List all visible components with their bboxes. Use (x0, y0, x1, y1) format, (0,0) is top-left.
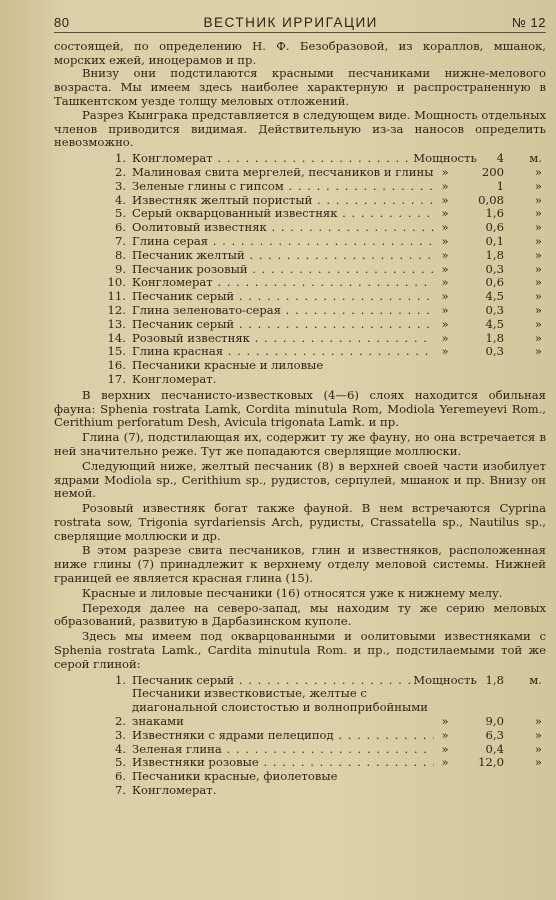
section-row (54, 152, 546, 166)
paragraph: В верхних песчанисто-известковых (4—6) слоях находится обильная фауна: Sphenia rostrata Lamk, Cordita minutula Rom, Modiola Yeremeyevi Rom., Cerithium perforatum Desh, Avicula trigonata Lamk. и пр. (54, 387, 546, 430)
running-header (54, 16, 546, 33)
row-layer-name: Песчаник желтый . . . (132, 249, 434, 263)
row-layer-name: Розовый известняк . . . (132, 332, 434, 346)
row-number: 14. (107, 330, 126, 345)
row-number: 15. (107, 344, 126, 359)
row-layer-name: Зеленые глины с гипсом . . . (132, 180, 434, 194)
row-number: 16. (107, 358, 126, 373)
row-unit: м. (529, 151, 542, 166)
section-list-kyngrak (54, 152, 546, 387)
row-thickness: 200 (481, 164, 504, 179)
row-layer-name: Конгломерат. (132, 784, 217, 798)
section-row (54, 729, 546, 743)
row-unit: » (534, 275, 542, 290)
section-row (54, 756, 546, 770)
row-number: 3. (114, 727, 126, 742)
paragraph: Красные и лиловые песчаники (16) относятся уже к нижнему мелу. (82, 585, 503, 600)
row-unit: » (534, 247, 542, 262)
row-thickness: 0,6 (485, 220, 504, 235)
row-number: 9. (114, 261, 126, 276)
row-layer-name: Известняки с ядрами пелеципод . . . (132, 729, 434, 743)
section-row (54, 345, 546, 359)
row-unit: м. (529, 672, 542, 687)
ditto-mark: » (441, 164, 449, 179)
row-number: 1. (114, 672, 126, 687)
section-row (54, 359, 546, 373)
row-layer-name: Песчаник серый . . . (132, 290, 434, 304)
section-row (54, 784, 546, 798)
row-unit: » (534, 727, 542, 742)
section-row (54, 207, 546, 221)
paragraph: В этом разрезе свита песчаников, глин и известняков, расположенная ниже глины (7) принадлежит к верхнему отделу меловой системы. Нижней границей ее является красная глина (15). (54, 543, 546, 586)
row-thickness: 0,4 (485, 741, 504, 756)
paragraph: Следующий ниже, желтый песчаник (8) в верхней своей части изобилует ядрами Modiola sp., Cerithium sp., рудистов, серпулей, мшанок и пр. Внизу он немой. (54, 458, 546, 501)
row-number: 7. (114, 783, 126, 798)
row-thickness: 12,0 (478, 755, 504, 770)
ditto-mark: » (441, 178, 449, 193)
row-layer-name: Песчаник серый . . . (132, 674, 410, 688)
row-unit: » (534, 302, 542, 317)
paragraph: Глина (7), подстилающая их, содержит ту же фауну, но она встречается в ней значительно реже. Тут же попадаются сверлящие моллюски. (54, 430, 546, 458)
row-unit: » (534, 714, 542, 729)
section-row (54, 235, 546, 249)
row-thickness: 1 (496, 178, 504, 193)
row-thickness: 0,3 (485, 261, 504, 276)
paragraph: Здесь мы имеем под окварцованными и оолитовыми известняками с Sphenia rostrata Lamk., Cardita minutula Rom. и пр., подстилаемыми той же серой глиной: (54, 629, 546, 671)
section-row (54, 304, 546, 318)
ditto-mark: » (441, 330, 449, 345)
row-number: 11. (107, 289, 126, 304)
ditto-mark: » (441, 247, 449, 262)
row-layer-name: Зеленая глина . . . (132, 743, 434, 757)
row-layer-name: Известняк желтый пористый . . . (132, 194, 434, 208)
ditto-mark: » (441, 755, 449, 770)
row-thickness: 1,6 (485, 206, 504, 221)
row-layer-name: Серый окварцованный известняк . . . (132, 207, 434, 221)
section-row (54, 743, 546, 757)
row-number: 17. (107, 371, 126, 386)
section-row (54, 373, 546, 387)
section-row (54, 290, 546, 304)
ditto-mark: » (441, 316, 449, 331)
row-thickness: 0,08 (478, 192, 504, 207)
row-layer-name: Конгломерат . . . (132, 152, 410, 166)
ditto-mark: » (441, 302, 449, 317)
journal-title: ВЕСТНИК ИРРИГАЦИИ (203, 15, 378, 30)
row-number: 3. (114, 178, 126, 193)
row-unit: » (534, 261, 542, 276)
row-number: 13. (107, 316, 126, 331)
row-thickness: 1,8 (485, 330, 504, 345)
row-number: 4. (114, 192, 126, 207)
paragraph: Внизу они подстилаются красными песчаниками нижне-мелового возраста. Мы имеем здесь наиболее характерную и распространенную в Ташкентском уезде толщу меловых отложений. (54, 66, 546, 108)
paragraph: Разрез Кынграка представляется в следующем виде. Мощность отдельных членов приводится видимая. Действительную из-за наносов определить невозможно. (54, 107, 546, 150)
row-unit: » (534, 220, 542, 235)
row-thickness: 6,3 (485, 727, 504, 742)
row-unit: » (534, 192, 542, 207)
row-number: 7. (114, 233, 126, 248)
row-unit: » (534, 330, 542, 345)
row-layer-name: Малиновая свита мергелей, песчаников и глины (132, 164, 434, 179)
row-thickness: 9,0 (485, 714, 504, 729)
row-layer-name: Конгломерат. (132, 372, 217, 386)
row-layer-name: Песчаники красные и лиловые (132, 359, 324, 373)
row-number: 12. (107, 302, 126, 317)
ditto-mark: » (441, 206, 449, 221)
row-layer-name: Песчаник розовый . . . (132, 263, 434, 277)
ditto-mark: » (441, 727, 449, 742)
section-row (54, 180, 546, 194)
section-list-darbaza (54, 674, 546, 798)
row-unit: » (534, 206, 542, 221)
row-unit: » (534, 755, 542, 770)
ditto-mark: » (441, 714, 449, 729)
ditto-mark: » (441, 289, 449, 304)
section-row (54, 674, 546, 688)
row-number: 4. (114, 741, 126, 756)
row-number: 1. (114, 151, 126, 166)
section-row (54, 687, 546, 728)
ditto-mark: » (441, 344, 449, 359)
paragraph: Розовый известняк богат также фауной. В нем встречаются Cyprina rostrata sow, Trigonia syrdariensis Arch, рудисты, Crassatella sp., Nautilus sp., сверлящие моллюски и др. (54, 501, 546, 543)
row-thickness: 0,3 (485, 302, 504, 317)
section-row (54, 318, 546, 332)
row-layer-name: Конгломерат . . . (132, 276, 434, 290)
ditto-mark: » (441, 275, 449, 290)
row-thickness: 1,8 (485, 672, 504, 687)
page-number: 80 (54, 15, 70, 30)
section-row (54, 194, 546, 208)
row-number: 5. (114, 206, 126, 221)
row-layer-name: Глина красная . . . (132, 345, 434, 359)
row-number: 8. (114, 247, 126, 262)
row-unit: » (534, 164, 542, 179)
section-row (54, 332, 546, 346)
row-number: 2. (114, 714, 126, 729)
row-unit: » (534, 344, 542, 359)
row-number: 5. (114, 755, 126, 770)
row-unit: » (534, 741, 542, 756)
row-layer-name: Глина зеленовато-серая . . . (132, 304, 434, 318)
row-thickness: 0,6 (485, 275, 504, 290)
row-layer-name: Глина серая . . . (132, 235, 434, 249)
row-unit: » (534, 178, 542, 193)
row-layer-name: Известняки розовые . . . (132, 756, 434, 770)
row-unit: » (534, 233, 542, 248)
row-layer-name: Песчаники красные, фиолетовые (132, 770, 338, 784)
section-row (54, 770, 546, 784)
row-number: 10. (107, 275, 126, 290)
thickness-label: Мощность (413, 672, 477, 687)
paragraph-continuation: состоящей, по определению Н. Ф. Безобразовой, из кораллов, мшанок, морских ежей, иноцерамов и пр. (54, 38, 546, 67)
ditto-mark: » (441, 220, 449, 235)
section-row (54, 249, 546, 263)
ditto-mark: » (441, 261, 449, 276)
ditto-mark: » (441, 741, 449, 756)
row-layer-name: Песчаник серый . . . (132, 318, 434, 332)
ditto-mark: » (441, 192, 449, 207)
section-row (54, 263, 546, 277)
section-row (54, 166, 546, 180)
section-row (54, 221, 546, 235)
issue-number: № 12 (511, 15, 546, 30)
row-thickness: 4,5 (485, 289, 504, 304)
row-thickness: 4 (496, 151, 504, 166)
row-number: 6. (114, 769, 126, 784)
row-number: 2. (114, 164, 126, 179)
ditto-mark: » (441, 233, 449, 248)
row-layer-name: Песчаники известковистые, желтые с диагональной слоистостью и волноприбойными знаками (132, 686, 428, 729)
section-row (54, 276, 546, 290)
row-thickness: 0,1 (485, 233, 504, 248)
middle-text (54, 389, 546, 672)
row-unit: » (534, 316, 542, 331)
thickness-label: Мощность (413, 151, 477, 166)
paragraph: Переходя далее на северо-запад, мы находим ту же серию меловых образований, развитую в Дарбазинском куполе. (54, 600, 546, 629)
row-thickness: 0,3 (485, 344, 504, 359)
row-unit: » (534, 289, 542, 304)
row-layer-name: Оолитовый известняк . . . (132, 221, 434, 235)
row-thickness: 1,8 (485, 247, 504, 262)
row-thickness: 4,5 (485, 316, 504, 331)
row-number: 6. (114, 220, 126, 235)
